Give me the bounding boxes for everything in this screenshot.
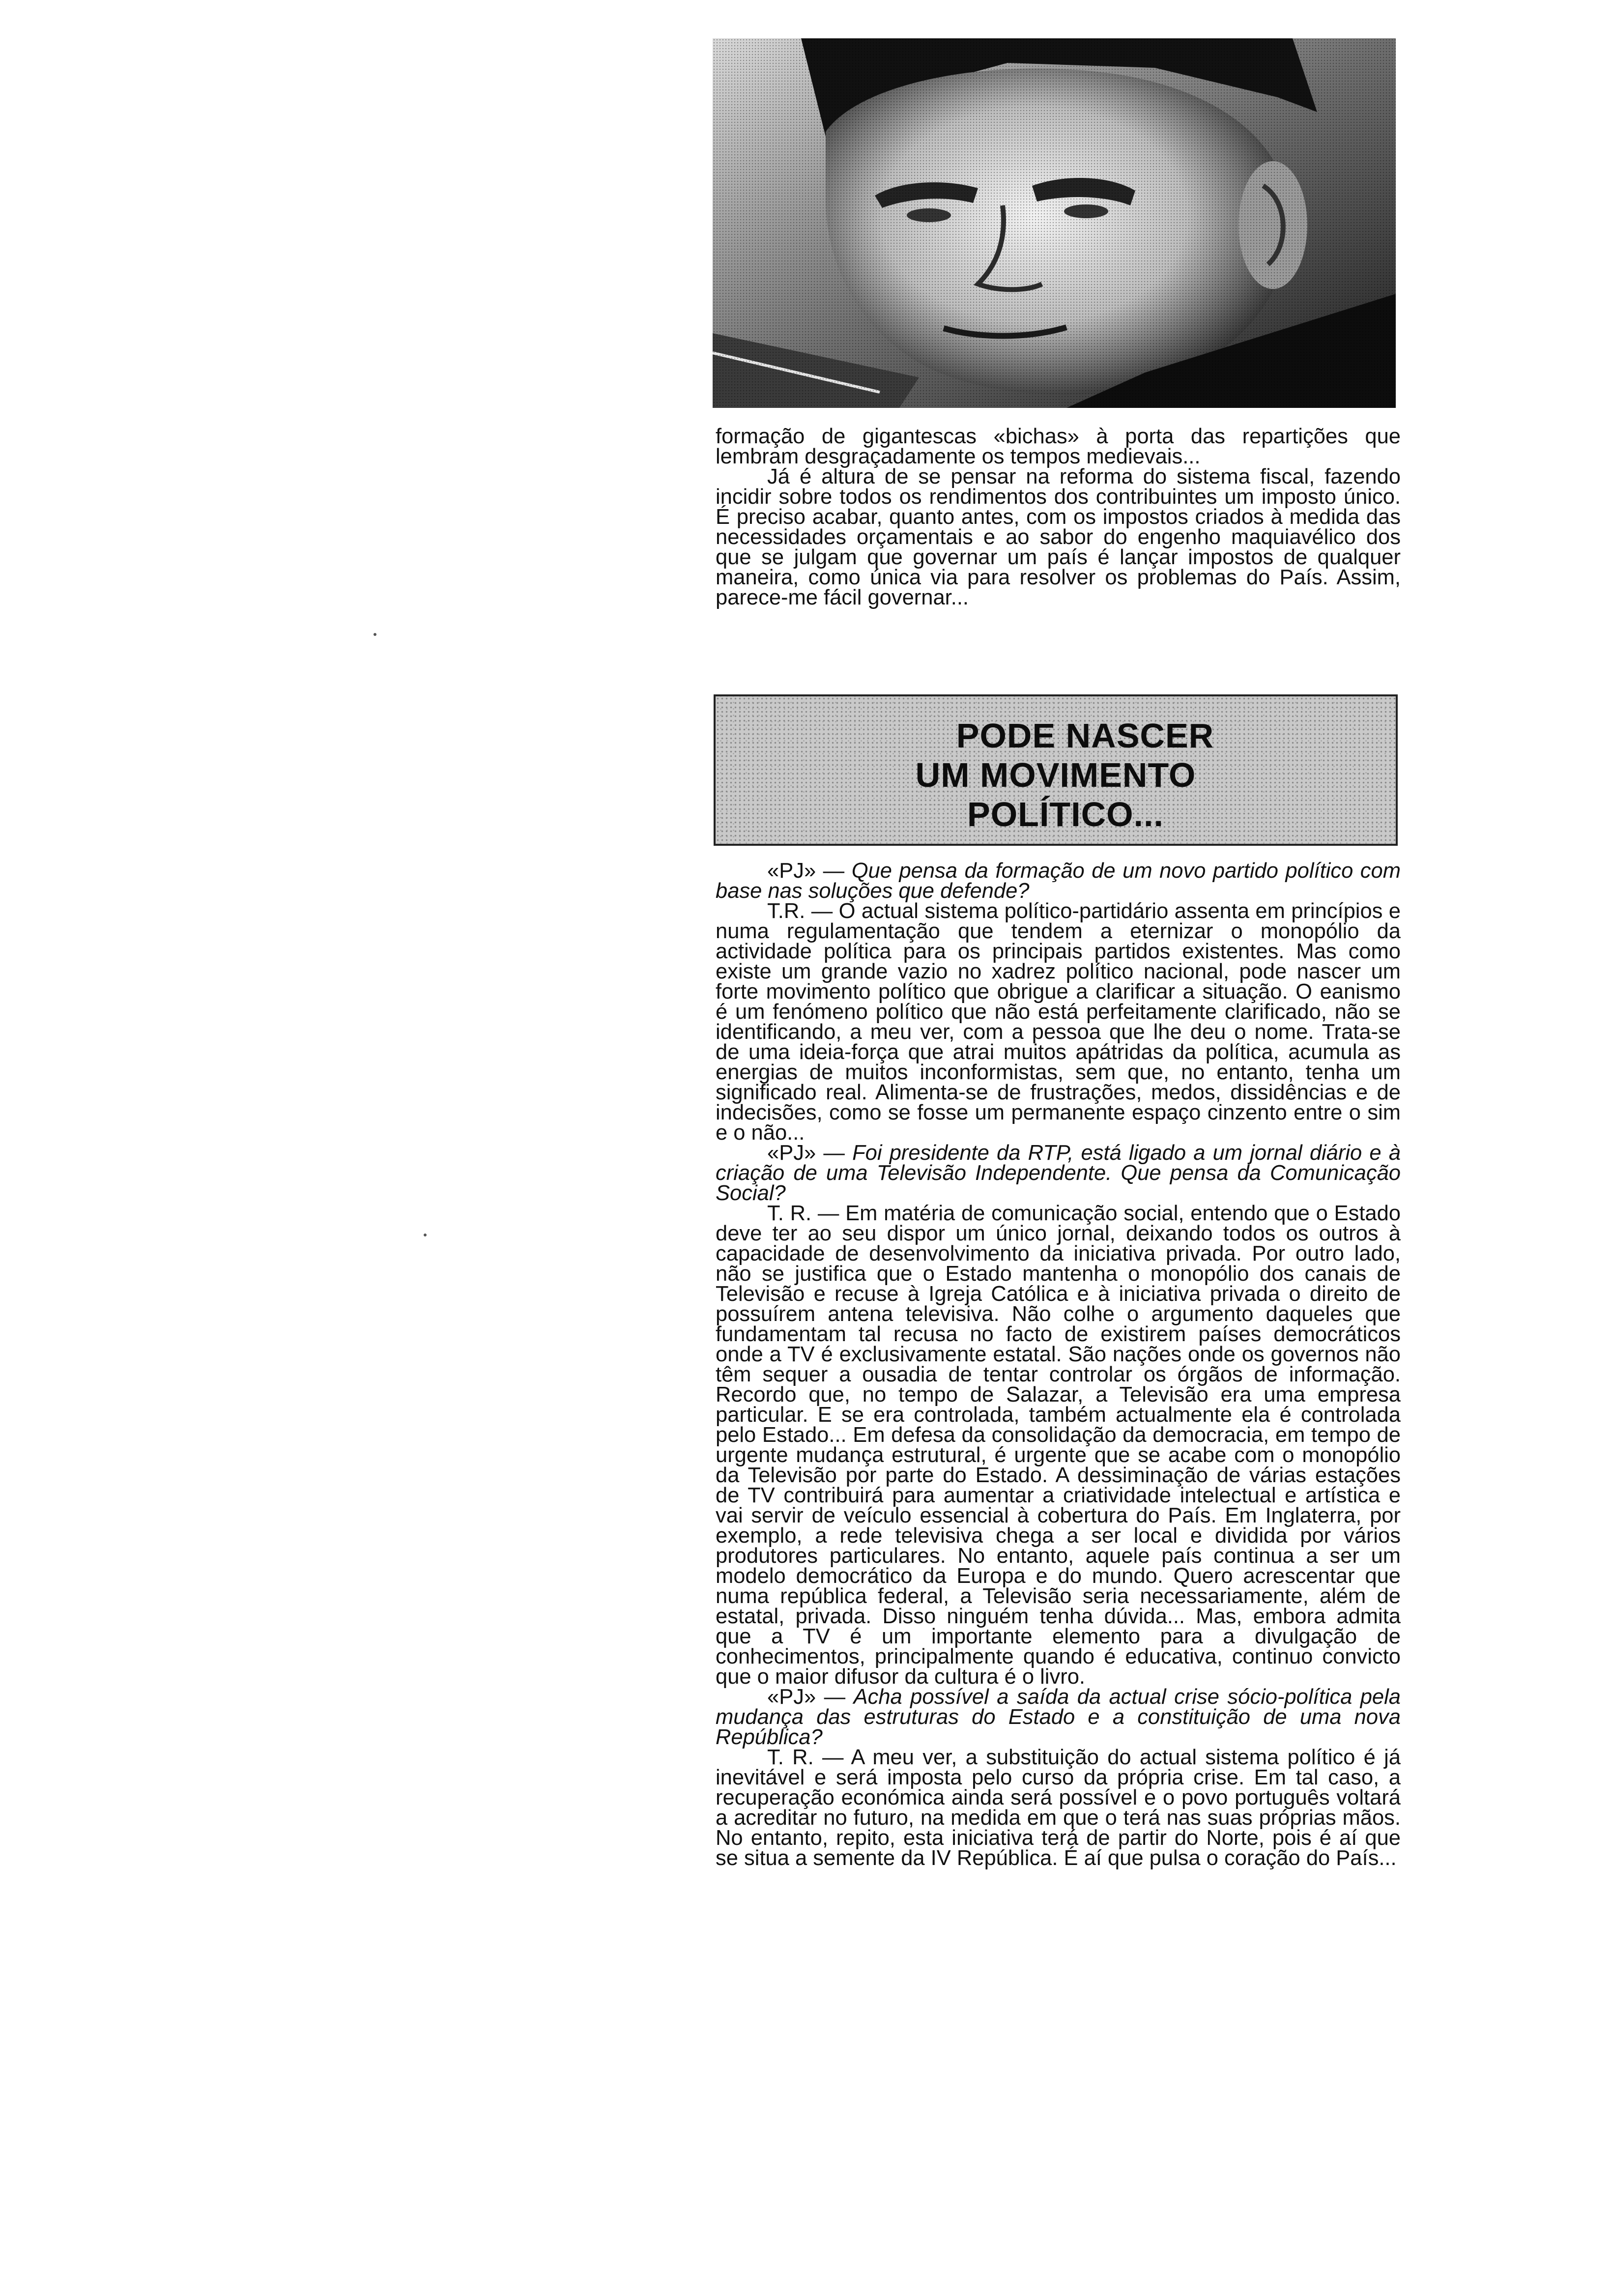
answer-label: T.R. —	[767, 899, 833, 923]
paragraph: Já é altura de se pensar na reforma do sistema fiscal, fazendo incidir sobre todos os rendimentos dos contribuintes um imposto único. É preciso acabar, quanto antes, com os impostos criados à medida das necessidades orçamentais e ao sabor do engenho maquiavélico dos que se julgam que governar um país é lançar impostos de qualquer maneira, como única via para resolver os problemas do País. Assim, parece-me fácil governar...	[716, 465, 1401, 609]
question-text: Que pensa da formação de um novo partido político com base nas soluções que defende?	[716, 859, 1401, 903]
answer-paragraph	[716, 901, 1401, 1143]
article-top-column	[716, 427, 1401, 608]
scan-speck	[374, 633, 376, 636]
question-paragraph	[716, 1143, 1401, 1204]
answer-text: A meu ver, a substituição do actual sistema político é já inevitável e será imposta pelo curso da própria crise. Em tal caso, a recuperação económica ainda será possível e o povo português voltará a acreditar no futuro, na medida em que o terá nas suas próprias mãos. No entanto, repito, esta iniciativa terá de partir do Norte, pois é aí que se situa a semente da IV República. É aí que pulsa o coração do País...	[716, 1746, 1401, 1870]
section-headline	[716, 716, 1396, 834]
answer-paragraph	[716, 1204, 1401, 1687]
answer-text: Em matéria de comunicação social, entendo que o Estado deve ter ao seu dispor um único jornal, deixando todos os outros à capacidade de desenvolvimento da iniciativa privada. Por outro lado, não se justifica que o Estado mantenha o monopólio dos canais de Televisão e recuse à Igreja Católica e à iniciativa privada o direito de possuírem antena televisiva. Não colhe o argumento daqueles que fundamentam tal recusa no facto de existirem países democráticos onde a TV é exclusivamente estatal. São nações onde os governos não têm sequer a ousadia de tentar controlar os órgãos de informação. Recordo que, no tempo de Salazar, a Televisão era uma empresa particular. E se era controlada, também actualmente ela é controlada pelo Estado... Em defesa da consolidação da democracia, em tempo de urgente mudança estrutural, é urgente que se acabe com o monopólio da Televisão por parte do Estado. A dessiminação de várias estações de TV contribuirá para aumentar a criatividade intelectual e artística e vai servir de veículo essencial à cobertura do País. Em Inglaterra, por exemplo, a rede televisiva chega a ser local e dividida por vários produtores particulares. No entanto, aquele país continua a ser um modelo democrático da Europa e do mundo. Quero acrescentar que numa república federal, a Televisão seria necessariamente, além de estatal, privada. Disso ninguém tenha dúvida... Mas, embora admita que a TV é um importante elemento para a divulgação de conhecimentos, principalmente quando é educativa, continuo convicto que o maior difusor da cultura é o livro.	[716, 1202, 1401, 1689]
headline-line: UM MOVIMENTO	[915, 756, 1196, 794]
question-text: Acha possível a saída da actual crise sócio-política pela mudança das estruturas do Estado e a constituição de uma nova República?	[716, 1685, 1401, 1749]
section-headline-box	[714, 694, 1398, 846]
headline-line: PODE NASCER	[956, 717, 1214, 755]
portrait-photo	[713, 38, 1396, 408]
portrait-illustration	[713, 38, 1396, 408]
answer-label: T. R. —	[767, 1202, 839, 1225]
question-paragraph	[716, 1687, 1401, 1748]
question-label: «PJ» —	[767, 859, 845, 883]
answer-text: O actual sistema político-partidário assenta em princípios e numa regulamentação que tendem a eternizar o monopólio da actividade política para os principais partidos existentes. Mas como existe um grande vazio no xadrez político nacional, pode nascer um forte movimento político que obrigue a clarificar a situação. O eanismo é um fenómeno político que não está perfeitamente clarificado, não se identificando, a meu ver, com a pessoa que lhe deu o nome. Trata-se de uma ideia-força que atrai muitos apátridas da política, acumula as energias de muitos inconformistas, sem que, no entanto, tenha um significado real. Alimenta-se de frustrações, medos, dissidências e de indecisões, como se fosse um permanente espaço cinzento entre o sim e o não...	[716, 899, 1401, 1145]
question-text: Foi presidente da RTP, está ligado a um jornal diário e à criação de uma Televisão Independente. Que pensa da Comunicação Social?	[716, 1141, 1401, 1205]
answer-label: T. R. —	[767, 1746, 844, 1769]
answer-paragraph	[716, 1748, 1401, 1868]
paragraph: formação de gigantescas «bichas» à porta das repartições que lembram desgraçadamente os tempos medievais...	[716, 425, 1401, 468]
question-label: «PJ» —	[767, 1141, 845, 1165]
interview-column	[716, 861, 1401, 1868]
scan-speck	[424, 1234, 427, 1236]
question-paragraph	[716, 861, 1401, 901]
question-label: «PJ» —	[767, 1685, 846, 1709]
headline-line: POLÍTICO...	[967, 795, 1164, 833]
